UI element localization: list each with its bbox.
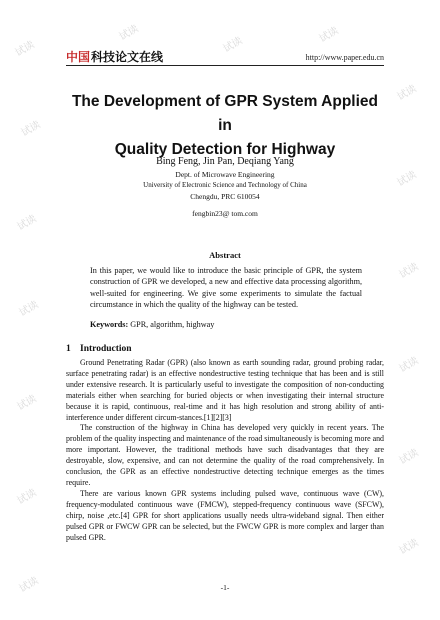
keywords-value: GPR, algorithm, highway bbox=[128, 320, 215, 329]
abstract-text: In this paper, we would like to introduce the basic principle of GPR, the system construction of GPR we developed, a new and effective data processing algorithm, well-suited for engineering. We give some experiments to simulate the factual circumstance in which the quality of the highway can be tested. bbox=[90, 266, 362, 309]
author-list: Bing Feng, Jin Pan, Deqiang Yang bbox=[156, 156, 294, 167]
paper-title bbox=[66, 90, 384, 162]
title-line-2: Quality Detection for Highway bbox=[114, 141, 336, 158]
city: Chengdu, PRC 610054 bbox=[190, 192, 260, 201]
watermark: 试读 bbox=[17, 299, 41, 319]
watermark: 试读 bbox=[397, 355, 421, 375]
site-logo[interactable] bbox=[66, 50, 163, 64]
watermark: 试读 bbox=[397, 447, 421, 467]
section-heading bbox=[66, 343, 132, 355]
department: Dept. of Microwave Engineering bbox=[175, 170, 275, 179]
watermark: 试读 bbox=[397, 261, 421, 281]
keywords bbox=[90, 320, 362, 330]
paragraph: Ground Penetrating Radar (GPR) (also known as earth sounding radar, ground probing radar, surface penetrating radar) is an effective nondestructive testing technique that has been and is still under extensive research. It is particularly useful to investigate the composition of non-conducting materials either when searching for buried objects or when investigating their internal structure because it is rapid, continuous, real-time and it has high resolution and strong ability of anti-interference under different circum-stances.[1][2][3] bbox=[66, 358, 384, 422]
site-url[interactable]: http://www.paper.edu.cn bbox=[305, 53, 384, 62]
watermark: 试读 bbox=[117, 23, 141, 43]
university: University of Electronic Science and Technology of China bbox=[143, 181, 307, 189]
watermark: 试读 bbox=[13, 39, 37, 59]
keywords-label: Keywords: bbox=[90, 320, 129, 329]
watermark: 试读 bbox=[17, 575, 41, 595]
paragraph: There are various known GPR systems including pulsed wave, continuous wave (CW), frequency-modulated continuous wave (FMCW), stepped-frequency continuous wave (SFCW), chirp, noise ,etc.[4] GPR for short applications usually needs ultra-wideband signal. Then either pulsed GPR or FWCW GPR can be selected, but the FWCW GPR is more complex and larger than pulsed GPR. bbox=[66, 488, 384, 542]
abstract-heading: Abstract bbox=[209, 250, 241, 260]
affiliation bbox=[66, 169, 384, 219]
section-number: 1 bbox=[66, 344, 71, 354]
watermark: 试读 bbox=[221, 35, 245, 55]
title-line-1: The Development of GPR System Applied in bbox=[71, 93, 379, 134]
watermark: 试读 bbox=[15, 487, 39, 507]
watermark: 试读 bbox=[397, 537, 421, 557]
watermark: 试读 bbox=[15, 213, 39, 233]
section-body bbox=[66, 358, 384, 543]
paragraph: The construction of the highway in China has developed very quickly in recent years. The problem of the quality inspecting and maintenance of the road simultaneously is becoming more and more important. However, the traditional methods have such disadvantages that they are destroyable, slow, expensive, and can not determine the quality of the road comprehensively. In conclusion, the GPR as an effective nondestructive detecting technique emerges as the times require. bbox=[66, 423, 384, 487]
watermark: 试读 bbox=[317, 25, 341, 45]
logo-red-text: 中国 bbox=[66, 50, 91, 64]
email: fengbin23@ tom.com bbox=[192, 209, 258, 218]
logo-black-text: 科技论文在线 bbox=[91, 50, 164, 64]
section-title: Introduction bbox=[80, 344, 132, 354]
page-number: -1- bbox=[220, 583, 230, 592]
watermark: 试读 bbox=[15, 393, 39, 413]
header-divider bbox=[66, 65, 384, 66]
watermark: 试读 bbox=[395, 169, 419, 189]
watermark: 试读 bbox=[19, 119, 43, 139]
watermark: 试读 bbox=[395, 83, 419, 103]
